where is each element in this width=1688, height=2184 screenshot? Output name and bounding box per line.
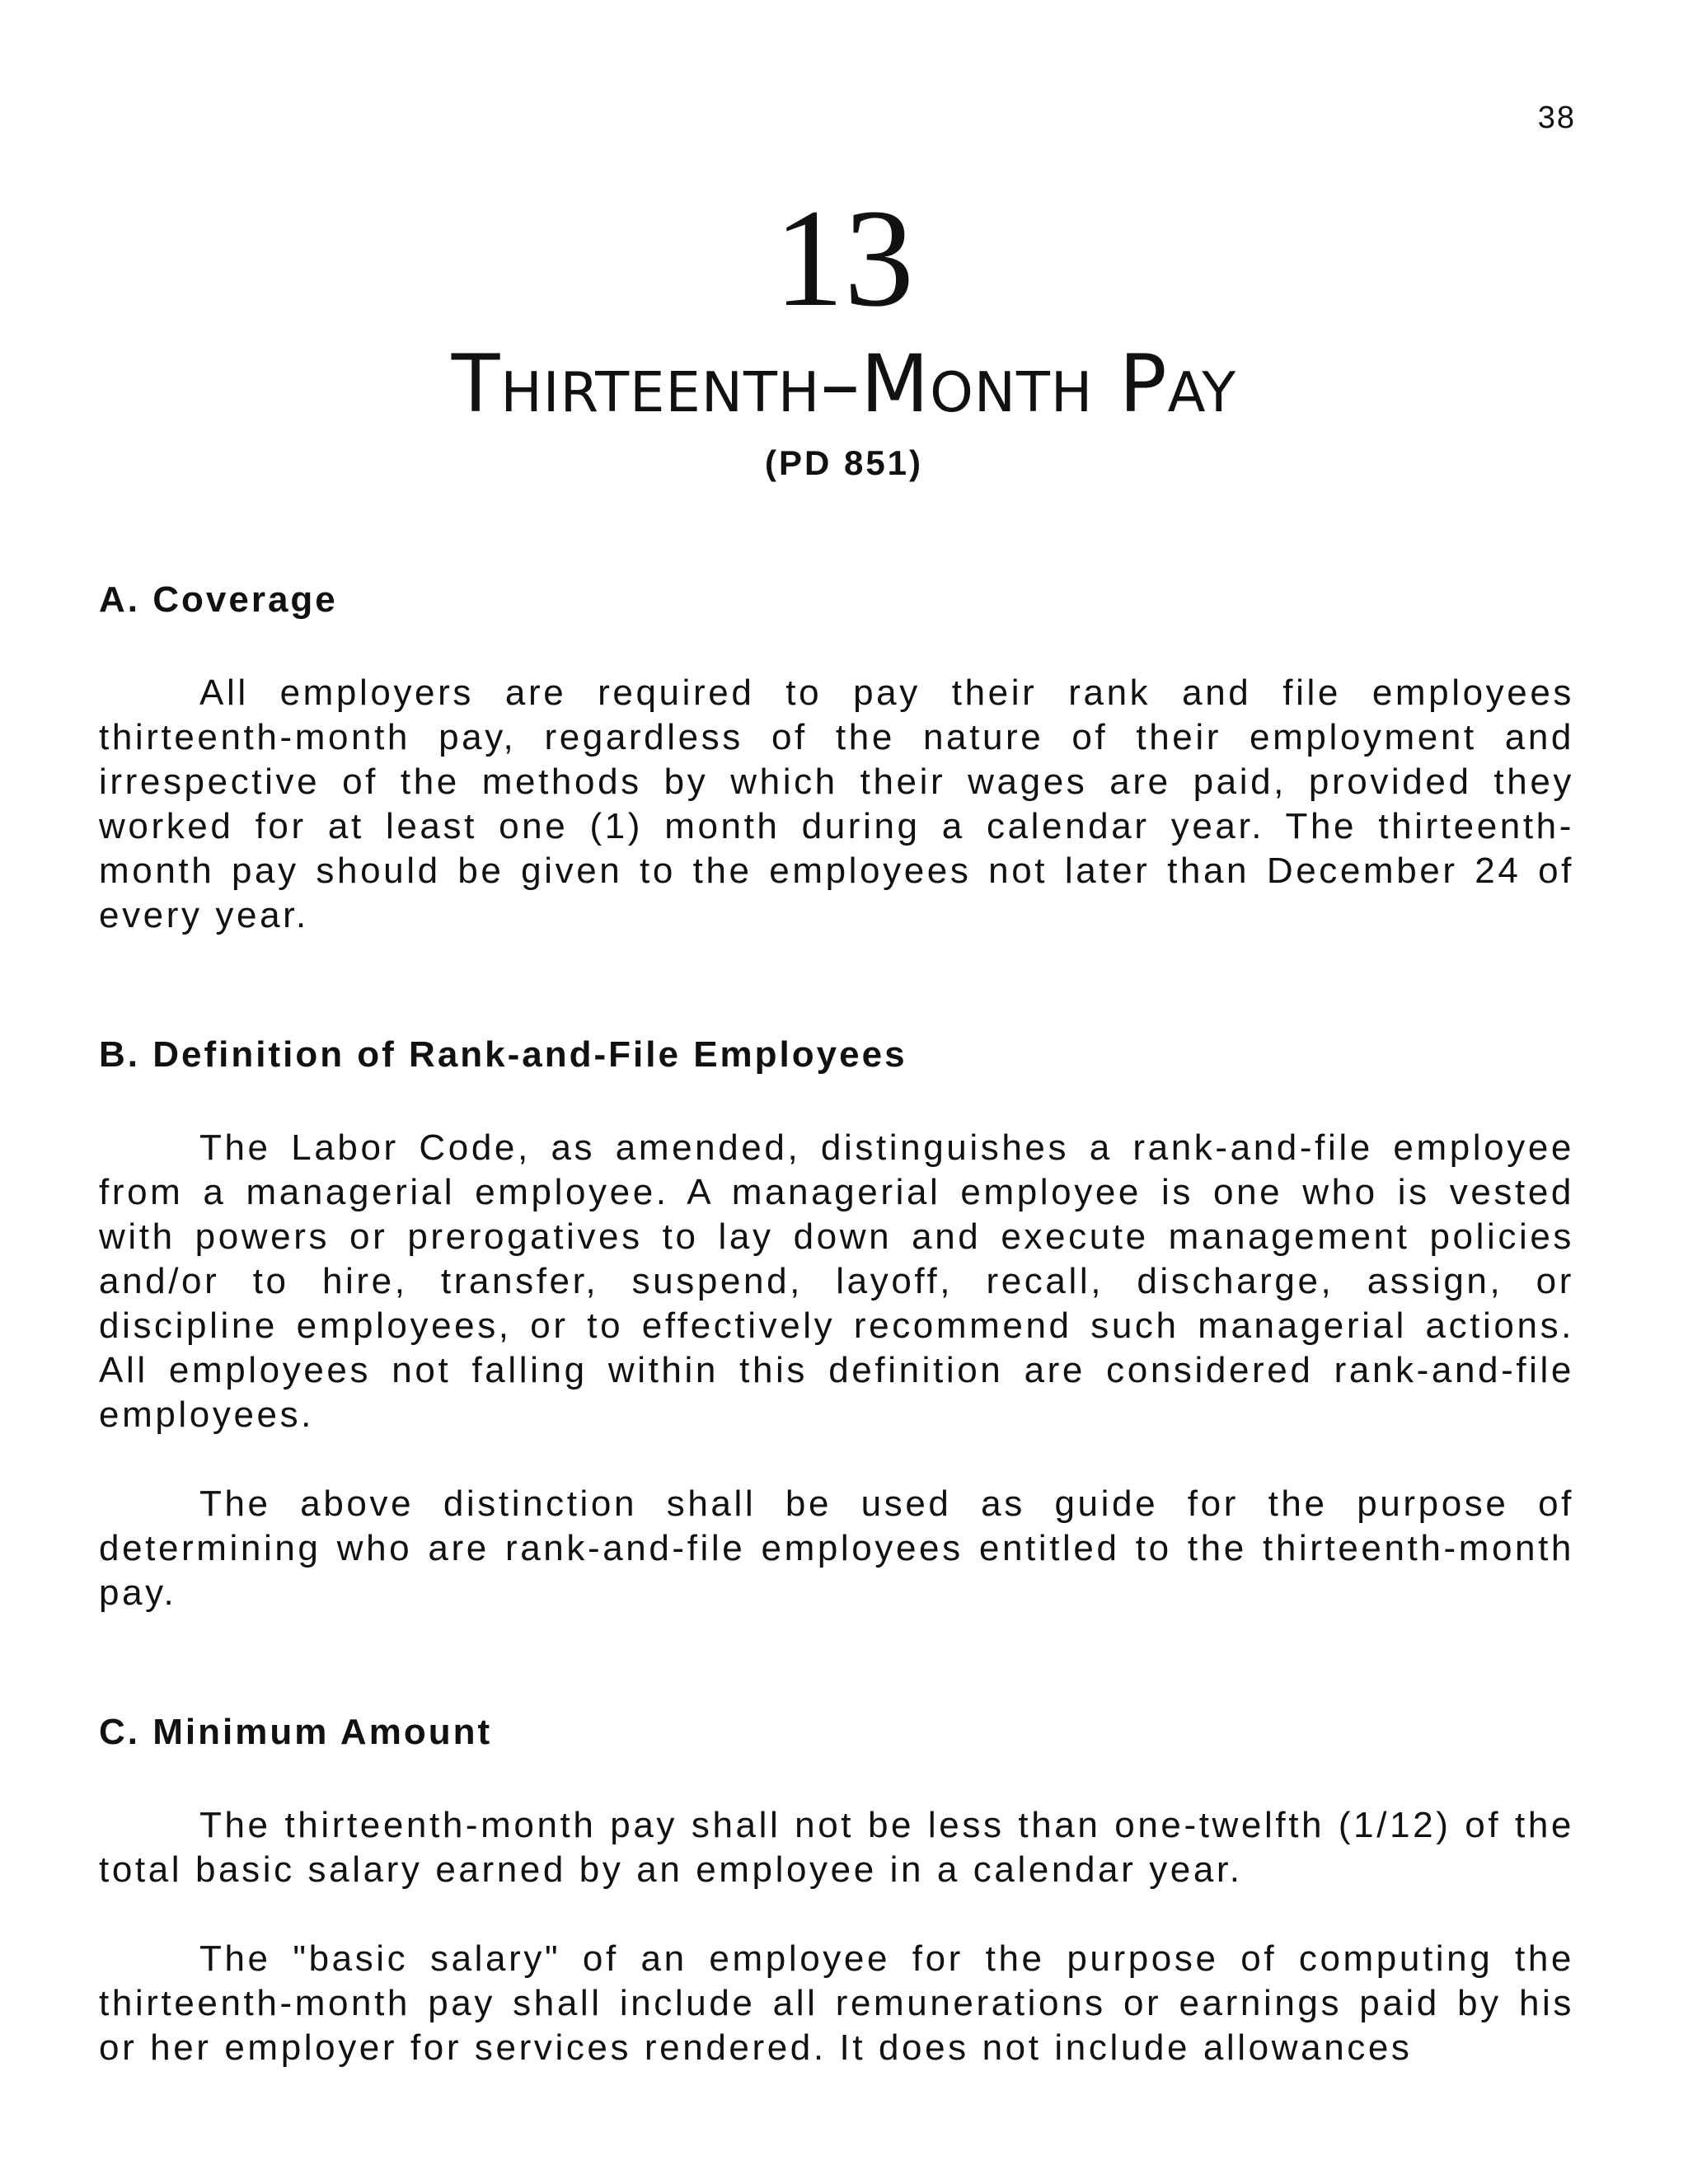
section-definition (99, 1032, 1574, 1615)
paragraph: The thirteenth-month pay shall not be less than one-twelfth (1/12) of the total basic salary earned by an employee in a calendar year. (99, 1805, 1574, 1890)
section-heading: C. Minimum Amount (99, 1712, 493, 1752)
section-coverage (99, 577, 1574, 938)
paragraph: The above distinction shall be used as guide for the purpose of determining who are rank-and-file employees entitled to the thirteenth-month pay. (99, 1483, 1574, 1613)
section-minimum-amount (99, 1709, 1574, 2070)
paragraph: The Labor Code, as amended, distinguishes a rank-and-file employee from a managerial employee. A managerial employee is one who is vested with powers or prerogatives to lay down and execute management policies and/or to hire, transfer, suspend, layoff, recall, discharge, assign, or discipline employees, or to effectively recommend such managerial actions. All employees not falling within this definition are considered rank-and-file employees. (99, 1127, 1574, 1435)
chapter-number: 13 (774, 180, 914, 335)
section-heading: B. Definition of Rank-and-File Employees (99, 1034, 907, 1075)
section-heading: A. Coverage (99, 579, 338, 620)
document-body (99, 577, 1574, 2115)
chapter-title: Thirteenth–Month Pay (451, 338, 1237, 430)
page-number: 38 (1537, 101, 1576, 135)
chapter-subtitle: (PD 851) (764, 443, 924, 482)
paragraph: The "basic salary" of an employee for the purpose of computing the thirteenth-month pay shall include all remunerations or earnings paid by his or her employer for services rendered. It does not include allowances (99, 1938, 1574, 2068)
paragraph: All employers are required to pay their rank and file employees thirteenth-month pay, regardless of the nature of their employment and irrespective of the methods by which their wages are paid, provided they worked for at least one (1) month during a calendar year. The thirteenth-month pay should be given to the employees not later than December 24 of every year. (99, 673, 1574, 935)
